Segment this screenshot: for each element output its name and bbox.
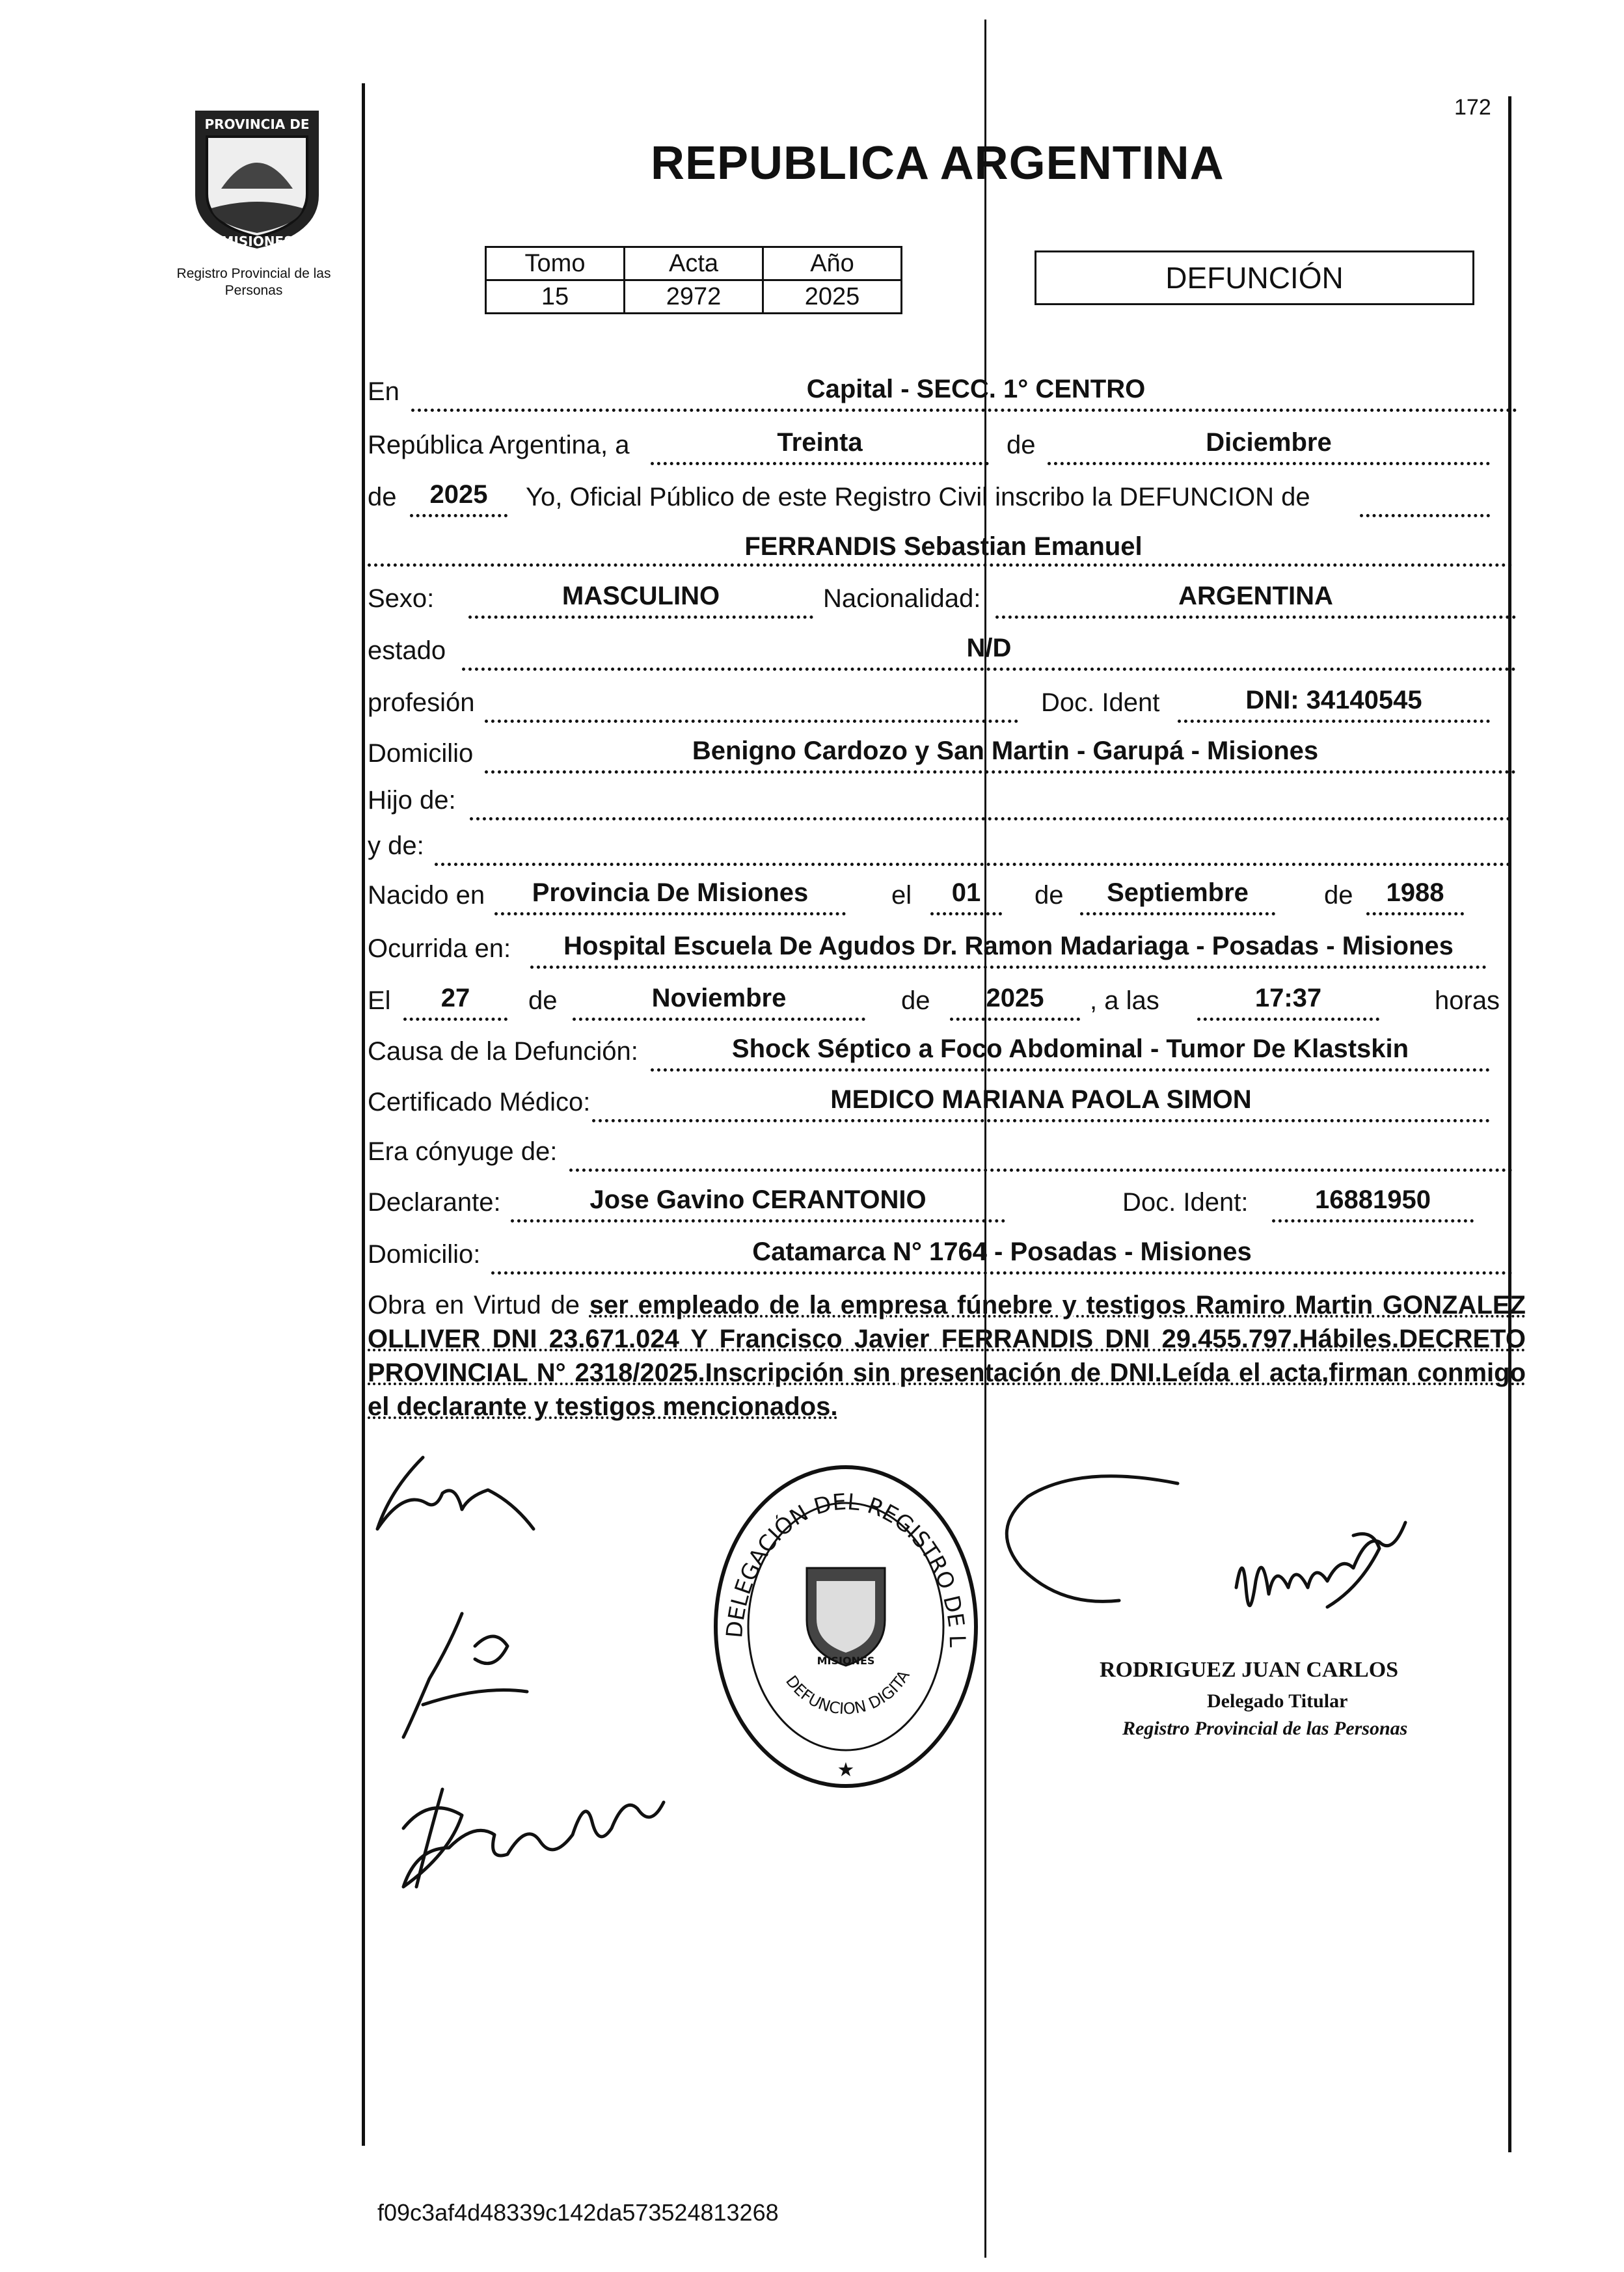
signature-right <box>989 1457 1457 1692</box>
seal-outer-text: DELEGACIÓN DEL REGISTRO DE L <box>722 1489 971 1649</box>
decl-doc-label: Doc. Ident: <box>1122 1188 1249 1217</box>
conyuge-label: Era cónyuge de: <box>368 1137 558 1166</box>
birth-month-value: Septiembre <box>1107 878 1249 907</box>
document-hash: f09c3af4d48339c142da573524813268 <box>377 2199 779 2226</box>
estado-label: estado <box>368 636 446 665</box>
document-type-box: DEFUNCIÓN <box>1035 250 1474 305</box>
domicilio2-label: Domicilio: <box>368 1240 481 1269</box>
anio-header: Año <box>763 247 902 280</box>
en-label: En <box>368 377 399 406</box>
seal-inner-text: DEFUNCION DIGITA <box>782 1667 914 1718</box>
estado-value: N/D <box>966 634 1012 662</box>
right-margin-rule <box>1508 96 1511 2152</box>
officer-office: Registro Provincial de las Personas <box>1122 1718 1408 1739</box>
document-title: REPUBLICA ARGENTINA <box>651 137 1225 189</box>
horas-label: horas <box>1435 986 1500 1015</box>
acta-header: Acta <box>625 247 763 280</box>
de-birth-month-label: de <box>1035 881 1064 910</box>
profesion-label: profesión <box>368 688 475 717</box>
month-value: Diciembre <box>1206 428 1332 457</box>
officer-statement: Yo, Oficial Público de este Registro Civil inscribo la DEFUNCION de <box>526 483 1310 511</box>
nacido-label: Nacido en <box>368 881 485 910</box>
de-death-month-label: de <box>528 986 558 1015</box>
seal-logo-text: MISIONES <box>817 1655 875 1667</box>
republica-label: República Argentina, a <box>368 431 630 459</box>
official-seal <box>703 1457 989 1796</box>
tomo-header: Tomo <box>486 247 625 280</box>
declarante-value: Jose Gavino CERANTONIO <box>589 1185 927 1214</box>
death-month-value: Noviembre <box>651 984 787 1012</box>
domicilio2-value: Catamarca N° 1764 - Posadas - Misiones <box>752 1237 1252 1266</box>
day-value: Treinta <box>777 428 863 457</box>
decl-doc-value: 16881950 <box>1315 1185 1431 1214</box>
place-value: Capital - SECC. 1° CENTRO <box>806 375 1146 403</box>
page-number: 172 <box>1454 95 1491 120</box>
center-fold-line <box>984 20 986 2258</box>
death-day-value: 27 <box>440 984 470 1012</box>
el-label: El <box>368 986 391 1015</box>
birth-day-value: 01 <box>951 878 981 907</box>
nacionalidad-label: Nacionalidad: <box>823 584 981 613</box>
sexo-value: MASCULINO <box>562 582 720 610</box>
certificado-label: Certificado Médico: <box>368 1088 591 1116</box>
obra-paragraph <box>368 1288 1526 1424</box>
death-time-value: 17:37 <box>1254 984 1322 1012</box>
province-logo <box>176 98 338 254</box>
registry-name: Registro Provincial de las Personas <box>176 266 331 298</box>
officer-title: Delegado Titular <box>1207 1690 1348 1712</box>
certificado-value: MEDICO MARIANA PAOLA SIMON <box>830 1085 1252 1114</box>
doc-label: Doc. Ident <box>1041 688 1160 717</box>
hijo-label: Hijo de: <box>368 786 456 815</box>
causa-label: Causa de la Defunción: <box>368 1037 638 1066</box>
tomo-acta-anio-table <box>485 246 902 314</box>
de-label: de <box>1007 431 1036 459</box>
el-birth-label: el <box>891 881 912 910</box>
officer-name: RODRIGUEZ JUAN CARLOS <box>1100 1658 1399 1682</box>
deceased-name: FERRANDIS Sebastian Emanuel <box>744 532 1143 561</box>
alas-label: , a las <box>1090 986 1159 1015</box>
tomo-value: 15 <box>486 280 625 314</box>
logo-top-text: PROVINCIA DE <box>204 116 310 132</box>
sexo-label: Sexo: <box>368 584 435 613</box>
nacionalidad-value: ARGENTINA <box>1178 582 1333 610</box>
obra-label: Obra en Virtud de <box>368 1291 580 1319</box>
de-death-year-label: de <box>901 986 930 1015</box>
anio-value: 2025 <box>763 280 902 314</box>
de-year-label: de <box>368 483 397 511</box>
ocurrida-label: Ocurrida en: <box>368 934 511 963</box>
nacido-value: Provincia De Misiones <box>532 878 809 907</box>
obra-text: ser empleado de la empresa fúnebre y testigos Ramiro Martin GONZALEZ OLLIVER DNI 23.671.024 Y Francisco Javier FERRANDIS DNI 29.455.797.Hábiles.DECRETO PROVINCIAL N° 2318/2025.Inscripción sin presentación de DNI.Leída el acta,firman conmigo el declarante y testigos mencionados. <box>368 1291 1526 1421</box>
declarante-label: Declarante: <box>368 1188 501 1217</box>
birth-year-value: 1988 <box>1386 878 1444 907</box>
year-value: 2025 <box>429 480 488 509</box>
doc-value: DNI: 34140545 <box>1245 686 1422 714</box>
domicilio-value: Benigno Cardozo y San Martin - Garupá - Misiones <box>692 737 1319 765</box>
acta-value: 2972 <box>625 280 763 314</box>
causa-value: Shock Séptico a Foco Abdominal - Tumor De Klastskin <box>731 1035 1409 1063</box>
star-icon: ★ <box>837 1759 855 1781</box>
yde-label: y de: <box>368 832 424 860</box>
domicilio-label: Domicilio <box>368 739 474 768</box>
ocurrida-value: Hospital Escuela De Agudos Dr. Ramon Madariaga - Posadas - Misiones <box>563 932 1454 960</box>
death-year-value: 2025 <box>986 984 1044 1012</box>
de-birth-year-label: de <box>1324 881 1353 910</box>
logo-bottom-text: MISIONES <box>221 234 293 249</box>
